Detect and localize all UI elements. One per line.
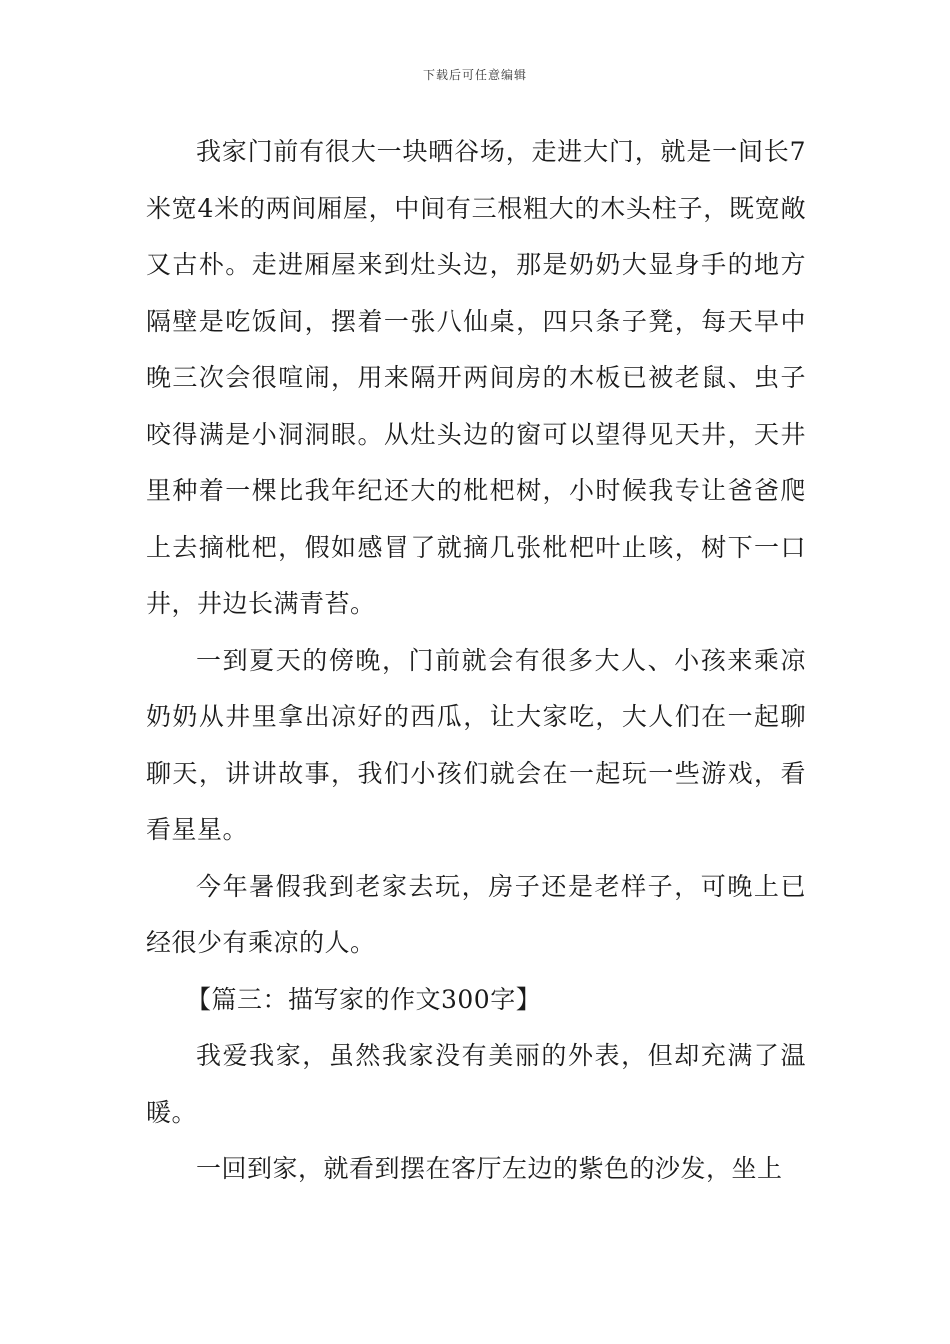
page-header: 下载后可任意编辑 (422, 68, 527, 82)
paragraph-summer-evening: 一到夏天的傍晚，门前就会有很多大人、小孩来乘凉奶奶从井里拿出凉好的西瓜，让大家吃，大人们在一起聊聊天，讲讲故事，我们小孩们就会在一起玩一些游戏，看看星星。 (146, 645, 806, 844)
paragraph-love-home: 我爱我家，虽然我家没有美丽的外表，但却充满了温暖。 (146, 1041, 806, 1127)
paragraph-house-description: 我家门前有很大一块晒谷场，走进大门，就是一间长7米宽4米的两间厢屋，中间有三根粗大的木头柱子，既宽敞又古朴。走进厢屋来到灶头边，那是奶奶大显身手的地方隔壁是吃饭间，摆着一张八仙桌，四只条子凳，每天早中晚三次会很喧闹，用来隔开两间房的木板已被老鼠、虫子咬得满是小洞洞眼。从灶头边的窗可以望得见天井，天井里种着一棵比我年纪还大的枇杷树，小时候我专让爸爸爬上去摘枇杷，假如感冒了就摘几张枇杷叶止咳，树下一口井，井边长满青苔。 (146, 137, 806, 618)
document-body (146, 124, 806, 1198)
paragraph-living-room: 一回到家，就看到摆在客厅左边的紫色的沙发，坐上 (196, 1154, 783, 1183)
paragraph-this-summer: 今年暑假我到老家去玩，房子还是老样子，可晚上已经很少有乘凉的人。 (146, 871, 806, 957)
section-heading: 【篇三：描写家的作文300字】 (186, 984, 542, 1014)
